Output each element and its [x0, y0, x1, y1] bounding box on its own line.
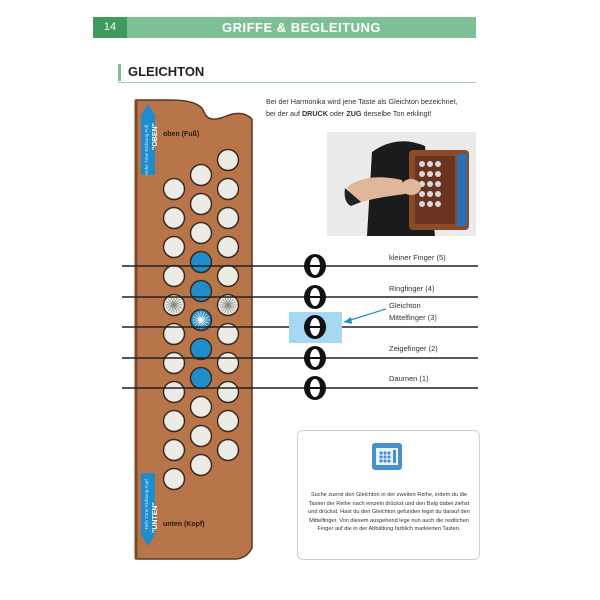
- intro-zug: ZUG: [346, 109, 362, 118]
- accordion-button: [218, 411, 239, 432]
- accordion-button: [191, 397, 212, 418]
- finger-label-5: kleiner Finger (5): [389, 253, 446, 262]
- note-text: Suche zuerst den Gleichton in der zweiten Reihe, indem du die Tasten der Reihe nach einzeln drückst und den Balg dabei ziehst und drückst. Hast du den Gleichton gefunden legst du darauf den Mittelfinger. Von diesem ausgehend lege nun auch die restlichen Finger auf die in der Abbildung farblich markierten Tasten.: [308, 492, 470, 533]
- finger-label-1: Daumen (1): [389, 374, 429, 383]
- accordion-button: [191, 223, 212, 244]
- accordion-button: [164, 353, 185, 374]
- bottom-label: unten (Kopf): [163, 521, 205, 528]
- accordion-button: [191, 426, 212, 447]
- intro-druck: DRUCK: [301, 109, 328, 118]
- chapter-title: GRIFFE & BEGLEITUNG: [222, 20, 381, 35]
- accordion-button: [191, 281, 212, 302]
- accordion-button: [191, 455, 212, 476]
- section-title: GLEICHTON: [128, 64, 205, 79]
- finger-label-4: Ringfinger (4): [389, 284, 435, 293]
- top-label: oben (Fuß): [163, 131, 200, 138]
- finger-position-symbols: [304, 254, 326, 400]
- accordion-button: [164, 179, 185, 200]
- instruction-note: [297, 430, 480, 560]
- accordion-button: [164, 266, 185, 287]
- accordion-button: [164, 208, 185, 229]
- accordion-button: [218, 266, 239, 287]
- accordion-button: [164, 440, 185, 461]
- oben-arrow-sub: Hohe Töne Richtung Fuß: [144, 124, 149, 175]
- accordion-button: [218, 179, 239, 200]
- intro-line-2-prefix: bei der auf: [266, 109, 302, 118]
- unten-arrow-sub: Tiefe Töne Richtung Kopf: [144, 479, 149, 530]
- page-number: 14: [93, 17, 127, 38]
- accordion-button: [164, 382, 185, 403]
- accordion-button: [218, 382, 239, 403]
- accordion-button: [218, 353, 239, 374]
- accordion-button: [191, 194, 212, 215]
- accordion-button: [191, 368, 212, 389]
- finger-label-2: Zeigefinger (2): [389, 344, 438, 353]
- accordion-button: [191, 252, 212, 273]
- finger-label-3: Mittelfinger (3): [389, 313, 437, 322]
- intro-oder: oder: [327, 109, 347, 118]
- accordion-button: [218, 208, 239, 229]
- accordion-button: [191, 339, 212, 360]
- accordion-button: [164, 411, 185, 432]
- gleichton-label: Gleichton: [389, 301, 421, 310]
- accordion-button: [164, 469, 185, 490]
- accordion-icon: [372, 443, 402, 470]
- intro-line-1: Bei der Harmonika wird jene Taste als Gleichton bezeichnet,: [266, 97, 458, 106]
- accordion-button: [218, 150, 239, 171]
- unten-arrow-label: "UNTEN": [152, 502, 159, 533]
- accordion-button: [164, 237, 185, 258]
- intro-line-2-suffix: derselbe Ton erklingt!: [361, 109, 432, 118]
- accordion-button: [191, 165, 212, 186]
- accordion-button: [218, 237, 239, 258]
- oben-arrow-label: "OBEN": [152, 123, 159, 150]
- accordion-button: [218, 440, 239, 461]
